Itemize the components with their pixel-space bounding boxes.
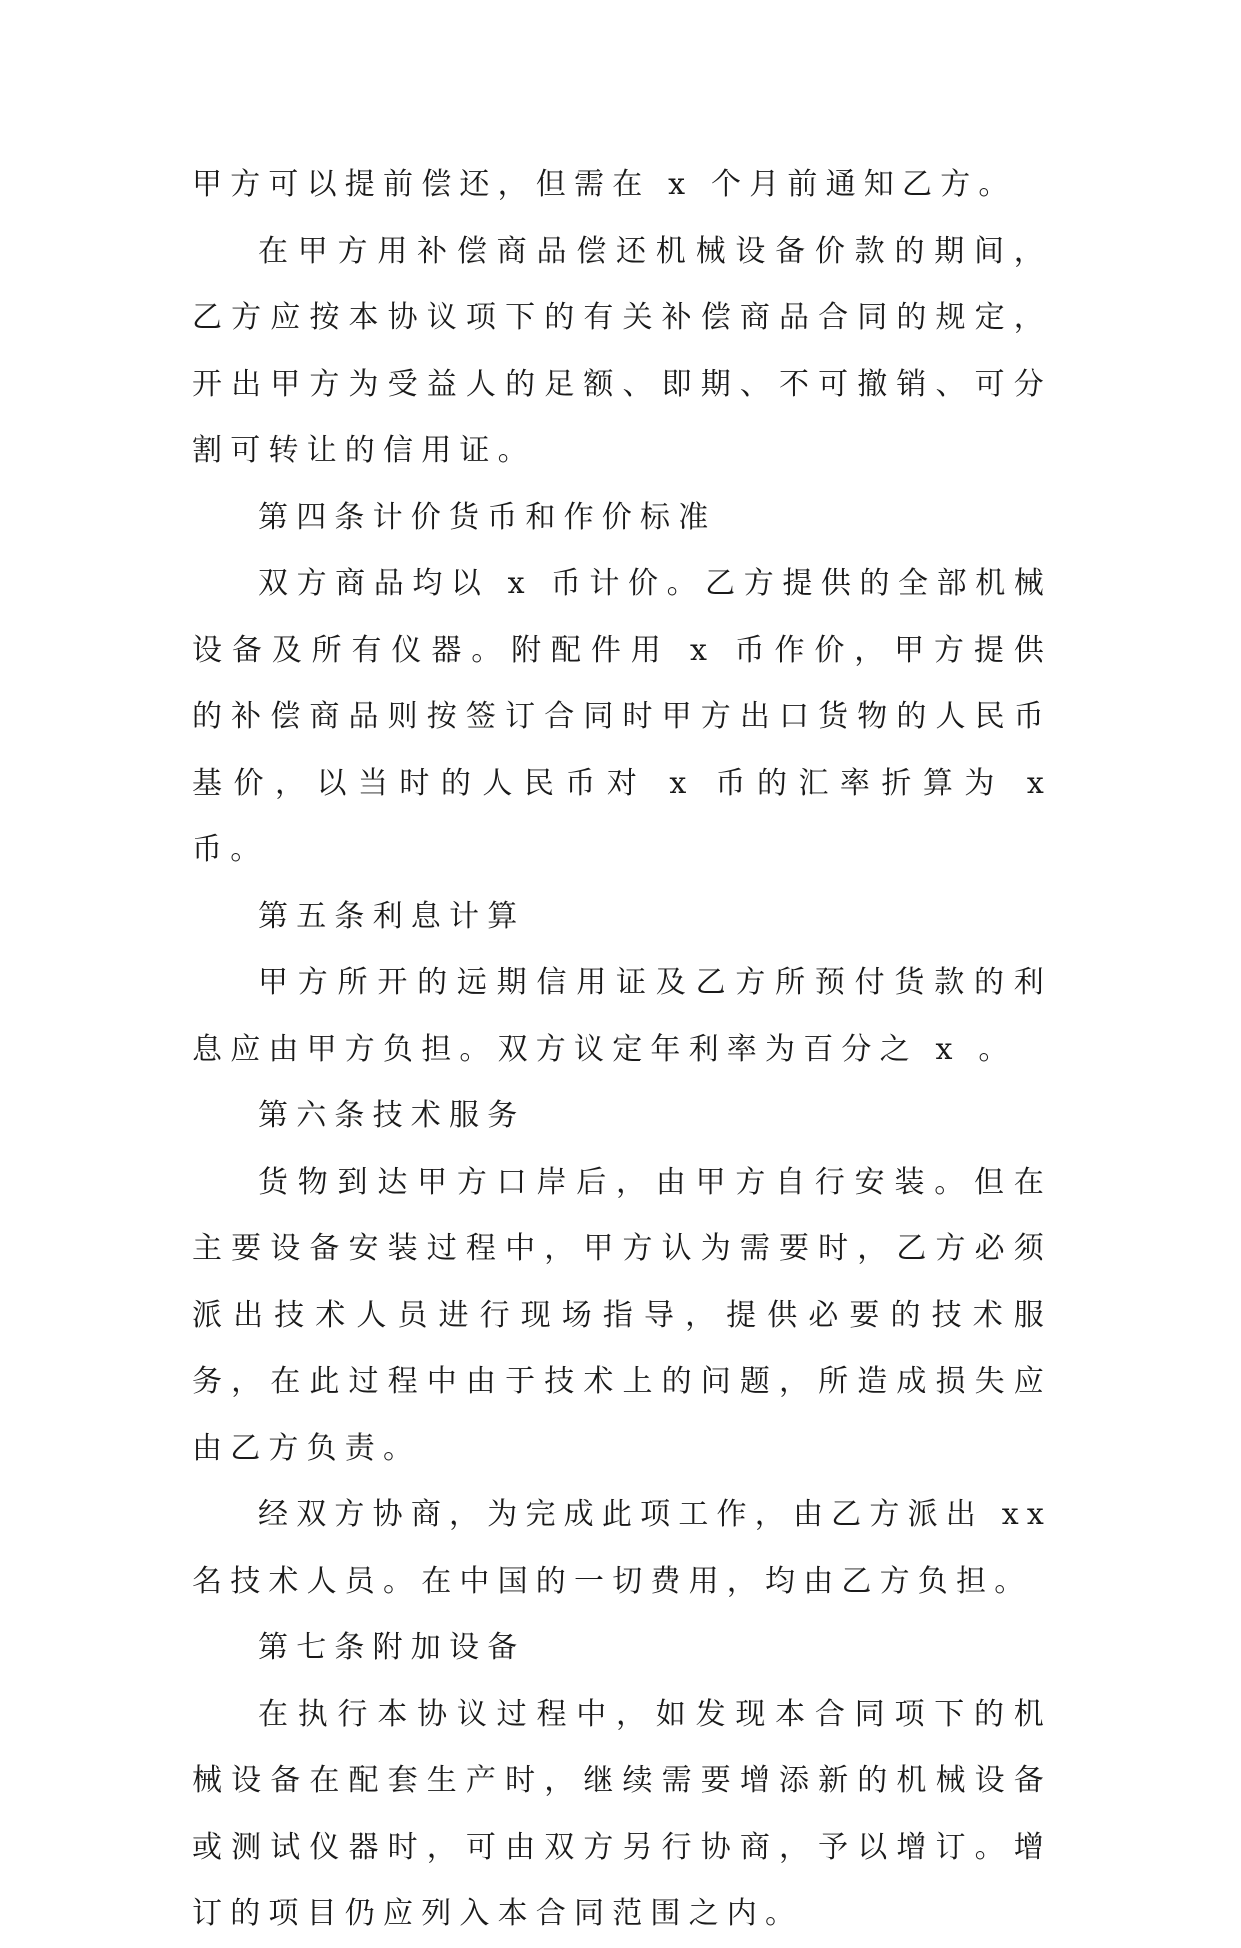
paragraph-installation: 货物到达甲方口岸后，由甲方自行安装。但在主要设备安装过程中，甲方认为需要时，乙方必须派出技术人员进行现场指导，提供必要的技术服务，在此过程中由于技术上的问题，所造成损失应由乙方负责。 [192, 1164, 1052, 1466]
paragraph-additional-equipment: 在执行本协议过程中，如发现本合同项下的机械设备在配套生产时，继续需要增添新的机械设备或测试仪器时，可由双方另行协商，予以增订。增订的项目仍应列入本合同范围之内。 [192, 1696, 1052, 1931]
article-5-heading: 第五条利息计算 [258, 898, 526, 934]
paragraph-early-repayment: 甲方可以提前偿还，但需在 x 个月前通知乙方。 [192, 167, 1017, 202]
article-4-heading: 第四条计价货币和作价标准 [258, 499, 717, 535]
paragraph-technicians: 经双方协商，为完成此项工作，由乙方派出 xx 名技术人员。在中国的一切费用，均由乙方负担。 [192, 1497, 1052, 1599]
paragraph-pricing-currency: 双方商品均以 x 币计价。乙方提供的全部机械设备及所有仪器。附配件用 x 币作价，甲方提供的补偿商品则按签订合同时甲方出口货物的人民币基价，以当时的人民币对 x 币的汇率折算为 x 币。 [192, 566, 1052, 867]
article-7-heading: 第七条附加设备 [258, 1630, 526, 1665]
document-body [192, 152, 1052, 1948]
paragraph-letter-of-credit: 在甲方用补偿商品偿还机械设备价款的期间，乙方应按本协议项下的有关补偿商品合同的规定，开出甲方为受益人的足额、即期、不可撤销、可分割可转让的信用证。 [192, 233, 1052, 468]
paragraph-interest: 甲方所开的远期信用证及乙方所预付货款的利息应由甲方负担。双方议定年利率为百分之 x 。 [192, 965, 1052, 1067]
article-6-heading: 第六条技术服务 [258, 1098, 526, 1133]
